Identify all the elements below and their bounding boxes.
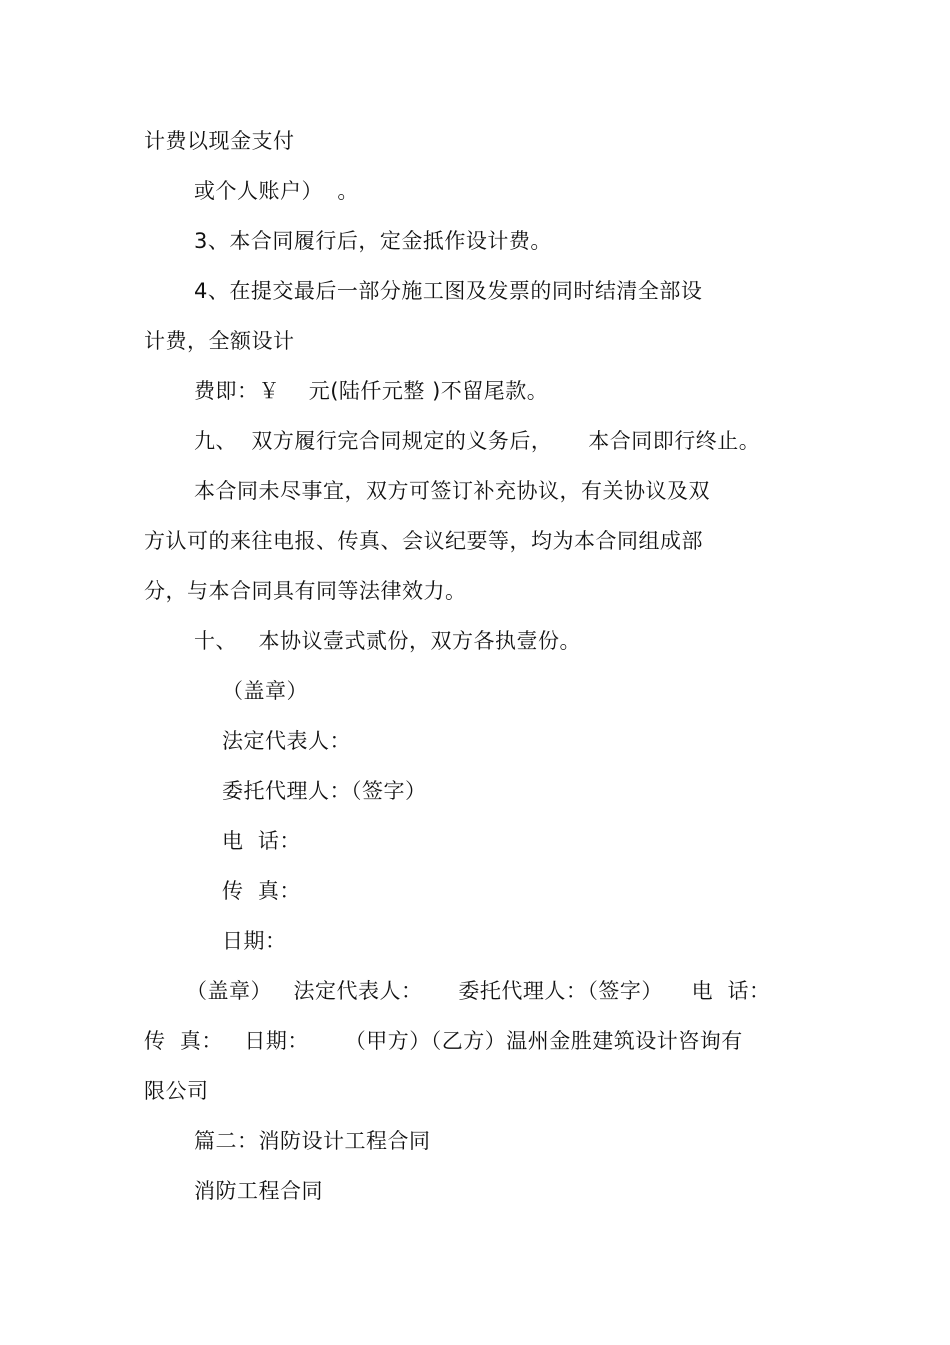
text-line-legal-rep: 法定代表人：	[222, 729, 351, 753]
text-line-phone: 电 话：	[222, 829, 301, 853]
text-line-clause-10: 十、 本协议壹式贰份，双方各执壹份。	[194, 629, 582, 653]
text-line-signature-row: （盖章） 法定代表人： 委托代理人：（签字） 电 话：	[186, 979, 771, 1003]
text-line-fax: 传 真：	[222, 879, 301, 903]
text-line-fee-amount: 费即：￥ 元(陆仟元整 )不留尾款。	[194, 379, 549, 403]
text-line-agent: 委托代理人：（签字）	[222, 779, 427, 803]
text-line-parties: 传 真： 日期： （甲方）（乙方）温州金胜建筑设计咨询有	[144, 1029, 743, 1053]
text-line-supplement-cont: 方认可的来往电报、传真、会议纪要等，均为本合同组成部	[144, 529, 703, 553]
text-line-personal-account: 或个人账户） 。	[194, 179, 359, 203]
text-line-chapter-2: 篇二：消防设计工程合同	[194, 1129, 431, 1153]
text-line-clause-4: 4、在提交最后一部分施工图及发票的同时结清全部设	[194, 279, 703, 303]
text-line-clause-4-cont: 计费，全额设计	[144, 329, 295, 353]
text-line-clause-9: 九、 双方履行完合同规定的义务后， 本合同即行终止。	[194, 429, 761, 453]
text-line-legal-effect: 分，与本合同具有同等法律效力。	[144, 579, 467, 603]
text-line-fire-contract-title: 消防工程合同	[194, 1179, 323, 1203]
text-line-clause-3: 3、本合同履行后，定金抵作设计费。	[194, 229, 552, 253]
text-line-supplement: 本合同未尽事宜，双方可签订补充协议，有关协议及双	[194, 479, 710, 503]
text-line-seal: （盖章）	[222, 679, 308, 703]
text-line-company-suffix: 限公司	[144, 1079, 209, 1103]
text-line-date: 日期：	[222, 929, 287, 953]
text-line-payment-cash: 计费以现金支付	[144, 129, 295, 153]
